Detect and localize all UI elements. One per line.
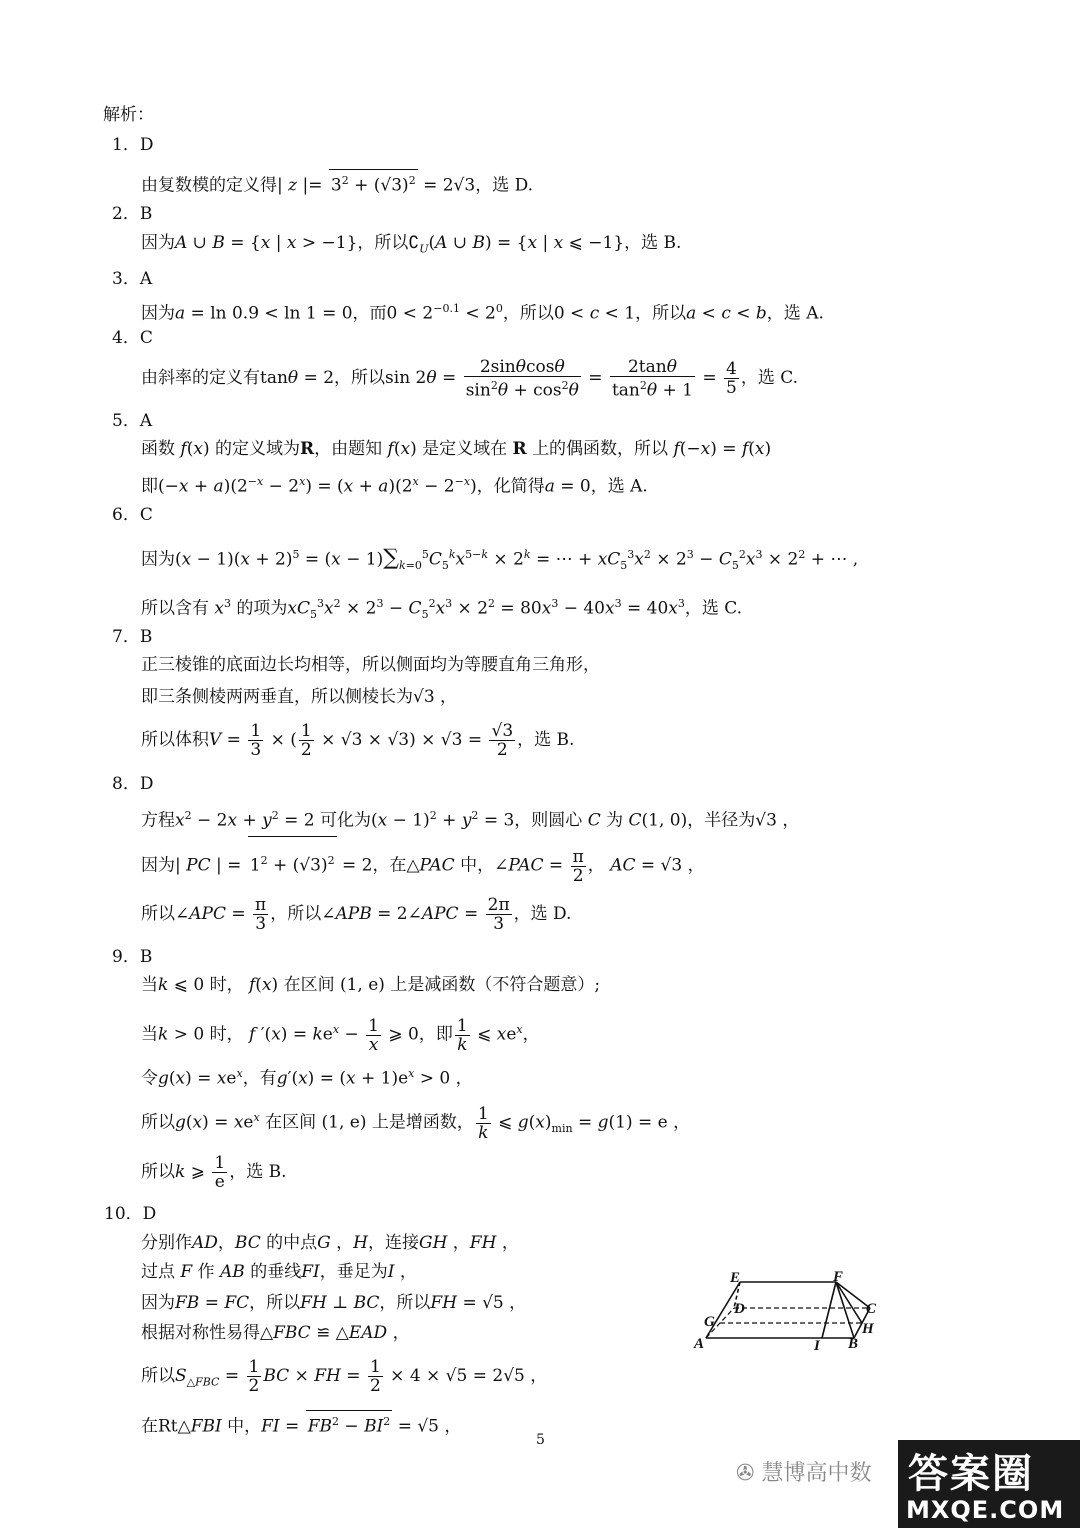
label-A: A <box>694 1336 705 1352</box>
label-H: H <box>862 1321 874 1337</box>
solid-geometry-diagram <box>690 1268 890 1352</box>
q7-explanation-line3: 所以体积V = $\frac{1}{3}$ × ( $\frac{1}{2}$ × √3 × √3) × √3 = $\frac{√3}{2}$ ，选 B. <box>141 721 575 760</box>
q1-explanation: 由复数模的定义得| z |= $3^2 + (√3)^2 = 2√3$，选 D. <box>141 169 533 197</box>
q2-answer: 2．B <box>112 204 153 224</box>
q1-answer: 1．D <box>112 135 154 155</box>
label-F: F <box>833 1269 844 1285</box>
q10-explanation-line3: 因为FB = FC，所以FH ⊥ BC，所以FH = √5 ， <box>141 1293 527 1313</box>
q10-explanation-line1: 分别作AD，BC 的中点G ，H，连接GH ，FH ， <box>141 1233 519 1253</box>
wechat-watermark: ✇ 慧博高中数 <box>736 1461 872 1486</box>
q6-explanation-line1: 因为$(x - 1)(x + 2)^5 = (x - 1)\sum_{k=0}^5C_5^kx^{5-k} \times 2^k$ = ⋯ + $xC_5^3x^2 \times 2^3 - C_5^2x^3 \times 2^2$ + ⋯ , <box>141 545 859 573</box>
wechat-icon: ✇ <box>736 1461 755 1486</box>
q9-explanation-line5: 所以k ⩾ $\frac{1}{e}$ ，选 B. <box>141 1153 287 1192</box>
q9-explanation-line1: 当k ⩽ 0 时， f(x) 在区间 (1, e) 上是减函数（不符合题意）; <box>141 975 601 995</box>
q5-explanation-line1: 函数 f(x) 的定义域为R，由题知 f(x) 是定义域在 R 上的偶函数，所以 f(−x) = f(x) <box>141 439 772 459</box>
label-D: D <box>734 1301 745 1317</box>
q7-answer: 7．B <box>112 627 153 647</box>
q2-explanation: 因为A ∪ B = {x | x > −1}，所以$∁_U(A$ ∪ B) = {x | x ⩽ −1}，选 B. <box>141 233 682 256</box>
watermark <box>728 1440 1080 1528</box>
q3-explanation: 因为a = ln 0.9 < ln 1 = 0，而$0 < 2^{-0.1} < 2^0$，所以0 < c < 1，所以a < c < b，选 A. <box>141 302 824 324</box>
watermark-logo: 答案圈 MXQE.COM <box>898 1440 1080 1528</box>
q6-answer: 6．C <box>112 505 153 525</box>
page-number: 5 <box>536 1432 545 1448</box>
label-I: I <box>814 1338 820 1352</box>
q4-explanation: 由斜率的定义有tanθ = 2，所以sin 2θ = $\frac{2\sin\theta\cos\theta}{\sin^2\theta + \cos^2\theta}$ = $\frac{2\tan\theta}{\tan^2\theta + 1}$ = $\frac{4}{5}$ ，选 C. <box>141 356 799 401</box>
label-C: C <box>866 1301 877 1317</box>
q6-explanation-line2: 所以含有 $x^3$ 的项为$xC_5^3x^2 \times 2^3 - C_5^2x^3 \times 2^2 = 80x^3 - 40x^3 = 40x^3$，选 C. <box>141 597 743 622</box>
q8-explanation-line2: 因为| PC | = $1^2 + (√3)^2 = 2$，在△PAC 中，∠PAC = $\frac{\pi}{2}$ ， AC = √3 ， <box>141 836 705 890</box>
q9-explanation-line3: 令$g(x) = xe^x$，有$g'(x) = (x + 1)e^x > 0$ ， <box>141 1067 473 1089</box>
q9-explanation-line2: 当k > 0 时， f $'(x) = ke^x$ − $\frac{1}{x}$ ⩾ 0，即 $\frac{1}{k}$ ⩽ $xe^x$， <box>141 1015 540 1055</box>
section-header: 解析： <box>103 105 154 125</box>
q10-answer: 10．D <box>104 1204 157 1224</box>
q10-explanation-line6: 在Rt△FBI 中，FI = $FB^2 - BI^2 = √5$ ， <box>141 1410 461 1438</box>
q5-explanation-line2: 即$(-x + a)(2^{-x} - 2^x) = (x + a)(2^x - 2^{-x})$，化简得a = 0，选 A. <box>141 475 648 497</box>
q9-explanation-line4: 所以$g(x) = xe^x$ 在区间 (1, e) 上是增函数， $\frac{1}{k}$ ⩽ $g(x)_{min} = g(1) = e$ ， <box>141 1103 691 1143</box>
q7-explanation-line1: 正三棱锥的底面边长均相等，所以侧面均为等腰直角三角形， <box>141 655 600 675</box>
q10-explanation-line2: 过点 F 作 AB 的垂线FI，垂足为I ， <box>141 1262 417 1282</box>
q7-explanation-line2: 即三条侧棱两两垂直，所以侧棱长为√3 ， <box>141 687 458 707</box>
q3-answer: 3．A <box>112 269 153 289</box>
q9-answer: 9．B <box>112 947 153 967</box>
label-E: E <box>730 1270 741 1286</box>
q10-explanation-line5: 所以$S_{\triangle FBC}$ = $\frac{1}{2}$ BC × FH = $\frac{1}{2}$ × 4 × √5 = 2√5 ， <box>141 1357 548 1396</box>
q8-answer: 8．D <box>112 774 154 794</box>
q5-answer: 5．A <box>112 411 153 431</box>
q8-explanation-line3: 所以∠APC = $\frac{\pi}{3}$ ，所以∠APB = 2∠APC = $\frac{2\pi}{3}$ ，选 D. <box>141 895 572 934</box>
label-G: G <box>704 1314 715 1330</box>
q10-explanation-line4: 根据对称性易得△FBC ≌ △EAD ， <box>141 1323 410 1343</box>
q8-explanation-line1: 方程$x^2 - 2x + y^2 = 2$ 可化为$(x - 1)^2 + y^2 = 3$，则圆心 C 为 C(1, 0)，半径为√3 ， <box>141 809 800 831</box>
label-B: B <box>848 1336 859 1352</box>
q4-answer: 4．C <box>112 328 153 348</box>
